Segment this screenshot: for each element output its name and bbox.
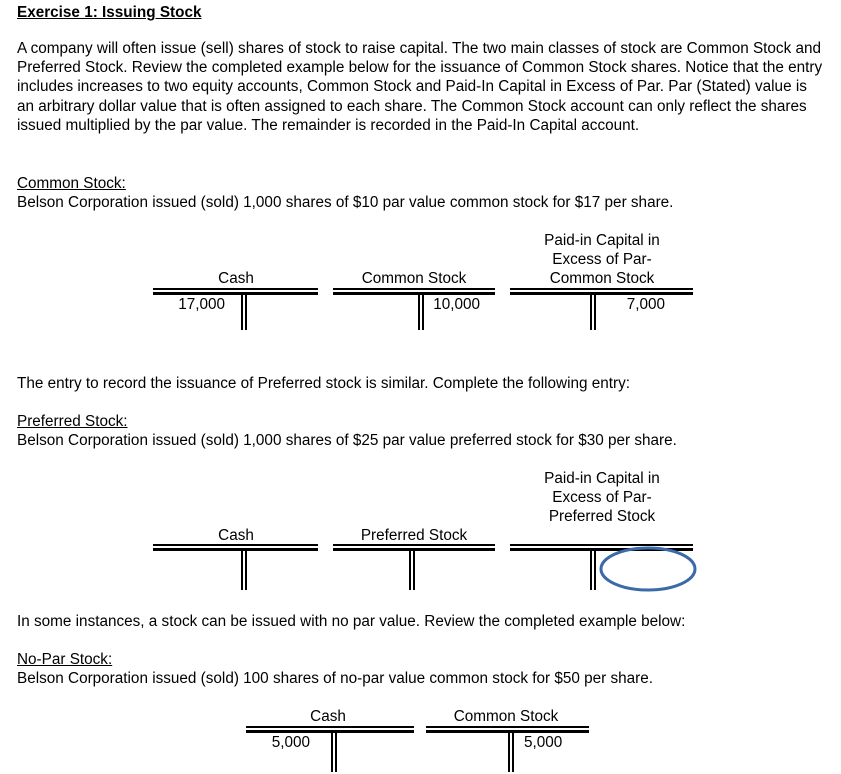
nopar-cs-credit: 5,000 [524, 734, 563, 751]
common-pic-credit: 7,000 [626, 296, 665, 313]
preferred-ps-label: Preferred Stock [360, 527, 468, 544]
common-cs-label: Common Stock [361, 270, 467, 287]
common-pic-line2: Excess of Par- [552, 251, 652, 268]
common-cash-debit: 17,000 [178, 296, 225, 313]
preferred-pic-line2: Excess of Par- [552, 489, 652, 506]
nopar-cs-label: Common Stock [453, 708, 559, 725]
preferred-pic-line3: Preferred Stock [548, 508, 656, 525]
preferred-pic-line1: Paid-in Capital in [544, 470, 660, 487]
common-cs-credit: 10,000 [433, 296, 480, 313]
nopar-cash-label: Cash [310, 708, 346, 725]
nopar-heading: No-Par Stock: [17, 651, 113, 668]
nopar-intro: In some instances, a stock can be issued with no par value. Review the completed example below: [17, 613, 686, 630]
preferred-text: Belson Corporation issued (sold) 1,000 shares of $25 par value preferred stock for $30 per share. [17, 432, 677, 449]
common-cash-label: Cash [218, 270, 254, 287]
preferred-heading: Preferred Stock: [17, 413, 128, 430]
page-title: Exercise 1: Issuing Stock [17, 4, 202, 21]
intro-paragraph: A company will often issue (sell) shares of stock to raise capital. The two main classes of stock are Common Stock and Preferred Stock. Review the completed example below for the issuance of Common Stock shares. Notice that the entry includes increases to two equity accounts, Common Stock and Paid-In Capital in Excess of Par. Par (Stated) value is an arbitrary dollar value that is often assigned to each share. The Common Stock account can only reflect the shares issued multiplied by the par value. The remainder is recorded in the Paid-In Capital account. [17, 40, 823, 134]
common-heading: Common Stock: [17, 175, 126, 192]
common-pic-line1: Paid-in Capital in [544, 232, 660, 249]
preferred-intro: The entry to record the issuance of Preferred stock is similar. Complete the following entry: [17, 375, 630, 392]
preferred-cash-label: Cash [218, 527, 254, 544]
nopar-cash-debit: 5,000 [271, 734, 310, 751]
highlight-circle-icon[interactable] [598, 544, 700, 596]
nopar-text: Belson Corporation issued (sold) 100 shares of no-par value common stock for $50 per share. [17, 670, 654, 687]
common-pic-line3: Common Stock [549, 270, 655, 287]
common-text: Belson Corporation issued (sold) 1,000 shares of $10 par value common stock for $17 per share. [17, 194, 674, 211]
